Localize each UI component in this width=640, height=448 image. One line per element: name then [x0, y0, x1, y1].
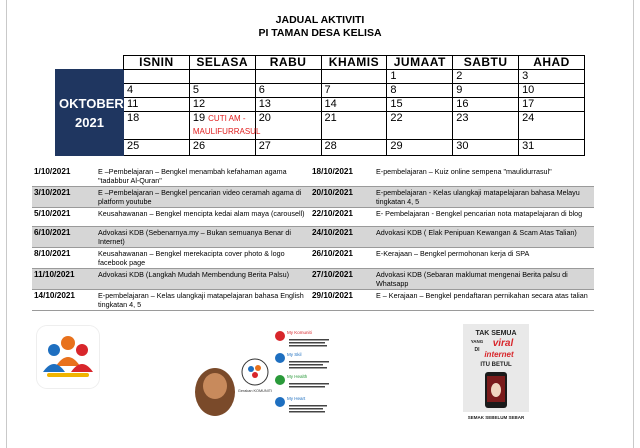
day-header: JUMAAT	[387, 56, 453, 70]
poster-section-label: My Komuniti	[287, 330, 312, 335]
book-line: DI	[474, 347, 480, 353]
activity-text: Keusahawanan – Bengkel merekacipta cover photo & logo facebook page	[96, 248, 310, 269]
book-line: viral	[492, 338, 514, 349]
activity-text: E-Kerajaan – Bengkel permohonan kerja di SPA	[374, 248, 594, 269]
calendar-day: 26	[189, 140, 255, 156]
activity-date: 18/10/2021	[310, 166, 374, 187]
day-header: KHAMIS	[321, 56, 387, 70]
book-line: YANG	[470, 339, 484, 344]
calendar-day	[189, 70, 255, 84]
activity-row	[32, 290, 594, 311]
activity-row	[32, 269, 594, 290]
calendar-week	[56, 98, 585, 112]
activity-row	[32, 227, 594, 248]
calendar-week	[56, 70, 585, 84]
activity-text: E –Pembelajaran – Bengkel pencarian video ceramah agama di platform youtube	[96, 187, 310, 208]
activity-date: 26/10/2021	[310, 248, 374, 269]
activity-row	[32, 248, 594, 269]
calendar-day: 3	[519, 70, 585, 84]
calendar-day: 14	[321, 98, 387, 112]
document-title	[0, 14, 640, 40]
calendar-day: 1	[387, 70, 453, 84]
month-year: 2021	[75, 114, 104, 130]
poster-section-label: My Skil	[287, 352, 302, 357]
calendar-day: 5	[189, 84, 255, 98]
activity-text: E- Pembelajaran - Bengkel pencarian nota matapelajaran di blog	[374, 208, 594, 227]
calendar-day: 31	[519, 140, 585, 156]
page-border-left	[6, 0, 7, 448]
calendar-day	[321, 70, 387, 84]
day-header: ISNIN	[124, 56, 190, 70]
calendar-day: 7	[321, 84, 387, 98]
october-calendar	[55, 55, 585, 156]
month-label	[56, 70, 124, 156]
poster-graphic	[195, 322, 361, 418]
calendar-day: 22	[387, 112, 453, 140]
activity-row	[32, 166, 594, 187]
activity-row	[32, 187, 594, 208]
activity-text: Advokasi KDB (Sebenarnya.my – Bukan semuanya Benar di Internet)	[96, 227, 310, 248]
calendar-day: 9	[453, 84, 519, 98]
calendar-day: 12	[189, 98, 255, 112]
activity-list	[32, 166, 594, 311]
activity-date: 1/10/2021	[32, 166, 96, 187]
activity-date: 11/10/2021	[32, 269, 96, 290]
book-line: internet	[484, 350, 514, 359]
calendar-day: 25	[124, 140, 190, 156]
activity-date: 3/10/2021	[32, 187, 96, 208]
calendar-day: 8	[387, 84, 453, 98]
calendar-week	[56, 112, 585, 140]
calendar-day: 6	[255, 84, 321, 98]
activity-date: 5/10/2021	[32, 208, 96, 227]
calendar-day: 23	[453, 112, 519, 140]
activity-date: 14/10/2021	[32, 290, 96, 311]
poster-section-label: My Heart	[287, 396, 306, 401]
calendar-week	[56, 84, 585, 98]
title-line-2: PI TAMAN DESA KELISA	[258, 27, 382, 39]
activity-date: 27/10/2021	[310, 269, 374, 290]
calendar-day: 2	[453, 70, 519, 84]
holiday-note: CUTI AM - MAULIFURRASUL	[192, 114, 261, 136]
calendar-day: 20	[255, 112, 321, 140]
activity-row	[32, 208, 594, 227]
activity-date: 20/10/2021	[310, 187, 374, 208]
day-header: SELASA	[189, 56, 255, 70]
community-logo-image	[37, 326, 99, 388]
calendar-day: 21	[321, 112, 387, 140]
calendar-day: 27	[255, 140, 321, 156]
gerakan-komuniti-poster	[195, 322, 361, 418]
day-header: SABTU	[453, 56, 519, 70]
day-number: 19	[192, 112, 206, 124]
calendar-day: 28	[321, 140, 387, 156]
people-group-icon	[37, 326, 99, 388]
activity-text: Advokasi KDB (Langkah Mudah Membendung Berita Palsu)	[96, 269, 310, 290]
activity-text: E-pembelajaran - Kelas ulangkaji matapelajaran bahasa Melayu tingkatan 4, 5	[374, 187, 594, 208]
calendar-corner	[56, 56, 124, 70]
calendar-day-19	[189, 112, 261, 140]
day-header: AHAD	[519, 56, 585, 70]
book-line: ITU BETUL	[480, 362, 512, 368]
calendar-day: 11	[124, 98, 190, 112]
activity-text: Keusahawanan – Bengkel mencipta kedai alam maya (carousell)	[96, 208, 310, 227]
calendar-day	[255, 70, 321, 84]
title-line-1: JADUAL AKTIVITI	[275, 14, 365, 26]
calendar-day: 16	[453, 98, 519, 112]
activity-text: Advokasi KDB ( Elak Penipuan Kewangan & Scam Atas Talian)	[374, 227, 594, 248]
book-footer: SEMAK SEBELUM SEBAR	[467, 415, 525, 420]
activity-text: E-pembelajaran – Kuiz online sempena "maulidurrasul"	[374, 166, 594, 187]
activity-date: 29/10/2021	[310, 290, 374, 311]
activity-date: 24/10/2021	[310, 227, 374, 248]
day-header: RABU	[255, 56, 321, 70]
poster-center-label: Gerakan KOMUNITI	[237, 389, 273, 393]
book-cover-graphic	[463, 324, 529, 422]
month-name: OKTOBER	[59, 95, 124, 111]
calendar-day	[124, 70, 190, 84]
poster-section-label: My Health	[287, 374, 308, 379]
calendar-day: 10	[519, 84, 585, 98]
calendar-day: 13	[255, 98, 321, 112]
activity-text: Advokasi KDB (Sebaran maklumat mengenai Berita palsu di Whatsapp	[374, 269, 594, 290]
activity-date: 22/10/2021	[310, 208, 374, 227]
activity-date: 6/10/2021	[32, 227, 96, 248]
activity-text: E – Kerajaan – Bengkel pendaftaran pernikahan secara atas talian	[374, 290, 594, 311]
calendar-day: 30	[453, 140, 519, 156]
calendar-day: 17	[519, 98, 585, 112]
calendar-week	[56, 140, 585, 156]
calendar-day: 15	[387, 98, 453, 112]
calendar-header-row	[56, 56, 585, 70]
book-line: TAK SEMUA	[475, 330, 517, 337]
activity-date: 8/10/2021	[32, 248, 96, 269]
page-border-right	[633, 0, 634, 448]
calendar-day: 24	[519, 112, 585, 140]
calendar-day: 18	[124, 112, 190, 140]
activity-text: E –Pembelajaran – Bengkel menambah kefahaman agama "tadabbur Al-Quran"	[96, 166, 310, 187]
activity-text: E-pembelajaran – Kelas ulangkaji matapelajaran bahasa English tingkatan 4, 5	[96, 290, 310, 311]
calendar-day: 4	[124, 84, 190, 98]
viral-book-cover-image	[463, 324, 529, 422]
calendar-day: 29	[387, 140, 453, 156]
